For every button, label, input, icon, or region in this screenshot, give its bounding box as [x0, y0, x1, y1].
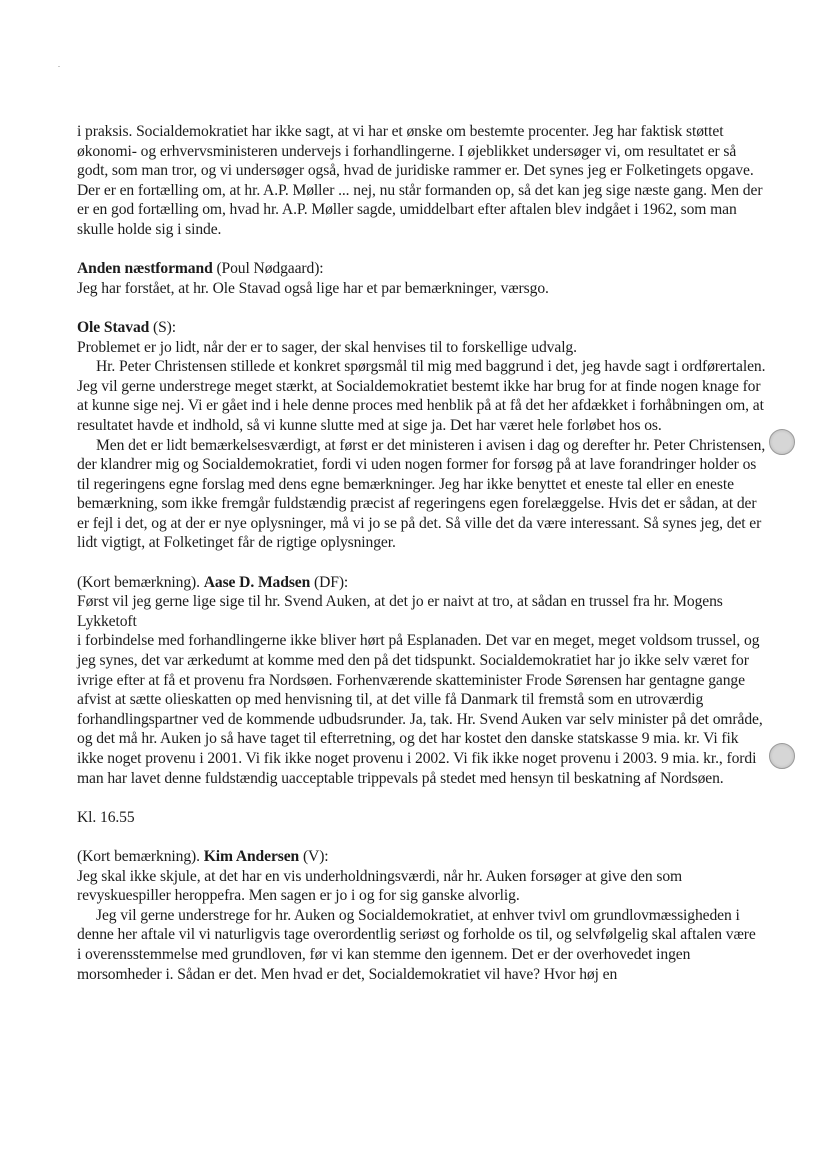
speech-paragraph: Først vil jeg gerne lige sige til hr. Svend Auken, at det jo er naivt at tro, at sådan en trussel fra hr. Mogens Lykketoft [77, 593, 723, 630]
speaker-heading-kim-andersen [77, 847, 767, 867]
speech-paragraph: Men det er lidt bemærkelsesværdigt, at først er det ministeren i avisen i dag og derefter hr. Peter Christensen, der klandrer mig og Socialdemokratiet, fordi vi uden nogen former for forsøg på at lave forandringer holder os til regeringens egne forslag med dens egne bemærkninger. Jeg har ikke benyttet et eneste tal eller en eneste bemærkning, som ikke fremgår fuldstændig præcist af regeringens egen forelæggelse. Hvis det er sådan, at der er fejl i det, og at der er nye oplysninger, må vi jo se på det. Så ville det da være interessant. Så synes jeg, det er lidt vigtigt, at Folketinget får de rigtige oplysninger. [77, 436, 766, 552]
speaker-name: Aase D. Madsen [203, 573, 311, 591]
speaker-detail: (V): [299, 847, 329, 865]
scan-speck [58, 66, 60, 67]
speech-paragraph: Hr. Peter Christensen stillede et konkret spørgsmål til mig med baggrund i det, jeg havde sagt i ordførertalen. Jeg vil gerne understrege meget stærkt, at Socialdemokratiet bestemt ikke har brug for at finde nogen knage for at kunne sige nej. Vi er gået ind i hele denne proces med henblik på at få det her afdækket i forhåbningen om, at resultatet havde et indhold, så vi kunne slutte med at sige ja. Det har været hele forløbet hos os. [77, 358, 766, 434]
speaker-prefix: (Kort bemærkning). [77, 573, 204, 591]
paragraph-continuation: i praksis. Socialdemokratiet har ikke sagt, at vi har et ønske om bestemte procenter. Jeg har faktisk støttet økonomi- og erhvervsministeren undervejs i forhandlingerne. I øjeblikket undersøger vi, om resultatet er så godt, som man tror, og vi undersøger også, hvad de juridiske rammer er. Det synes jeg er Folketingets opgave. Der er en fortælling om, at hr. A.P. Møller ... nej, nu står formanden op, så det kan jeg sige næste gang. Men der er en god fortælling om, hvad hr. A.P. Møller sagde, umiddelbart efter aftalen blev indgået i 1962, som man skulle holde sig i sinde. [77, 123, 763, 238]
speaker-name: Kim Andersen [203, 847, 300, 865]
speech-paragraph: Problemet er jo lidt, når der er to sager, der skal henvises til to forskellige udvalg. [77, 338, 577, 356]
punch-hole-lower [769, 743, 795, 769]
timestamp: Kl. 16.55 [77, 808, 135, 826]
speaker-name: Anden næstformand [77, 260, 213, 278]
speaker-heading-anden-naestformand [77, 259, 767, 279]
speaker-detail: (DF): [310, 573, 349, 591]
speech-paragraph: Jeg skal ikke skjule, at det har en vis underholdningsværdi, når hr. Auken forsøger at give den som revyskuespiller heroppefra. Men sagen er jo i og for sig ganske alvorlig. [77, 867, 683, 905]
speech-paragraph: i overensstemmelse med grundloven, før vi kan stemme den igennem. Det er der overhovedet ingen morsomheder i. Sådan er det. Men hvad er det, Socialdemokratiet vil have? Hvor høj en [77, 945, 691, 983]
speaker-detail: (Poul Nødgaard): [212, 260, 324, 278]
speaker-name: Ole Stavad [77, 318, 150, 336]
speaker-detail: (S): [149, 318, 177, 336]
speech-paragraph: Jeg har forstået, at hr. Ole Stavad også lige har et par bemærkninger, værsgo. [77, 279, 549, 297]
document-body [77, 122, 767, 984]
speaker-prefix: (Kort bemærkning). [77, 847, 204, 865]
speaker-heading-aase-d-madsen [77, 573, 767, 593]
speech-paragraph: i forbindelse med forhandlingerne ikke bliver hørt på Esplanaden. Det var en meget, meget voldsom trussel, og jeg synes, det var ærkedumt at komme med den på det tidspunkt. Socialdemokratiet har jo ikke selv været for ivrige efter at få et provenu fra Nordsøen. Forhenværende skatteminister Frode Sørensen har gentagne gange afvist at sætte olieskatten op med henvisning til, at det ville få Danmark til fremstå som en utroværdig forhandlingspartner ved de kommende udbudsrunder. Ja, tak. Hr. Svend Auken var selv minister på det område, og det må hr. Auken jo så have taget til efterretning, og det har kostet den danske statskasse 9 mia. kr. Vi fik ikke noget provenu i 2001. Vi fik ikke noget provenu i 2002. Vi fik ikke noget provenu i 2003. 9 mia. kr., fordi man har lavet denne fuldstændig uacceptable trippevals på stedet med hensyn til beskatning af Nordsøen. [77, 632, 763, 787]
punch-hole-upper [769, 429, 795, 455]
speaker-heading-ole-stavad [77, 318, 767, 338]
speech-paragraph: Jeg vil gerne understrege for hr. Auken og Socialdemokratiet, at enhver tvivl om grundlovmæssigheden i denne her aftale vil vi naturligvis tage overordentlig seriøst og forholde os til, og selvfølgelig skal aftalen være [77, 906, 756, 944]
